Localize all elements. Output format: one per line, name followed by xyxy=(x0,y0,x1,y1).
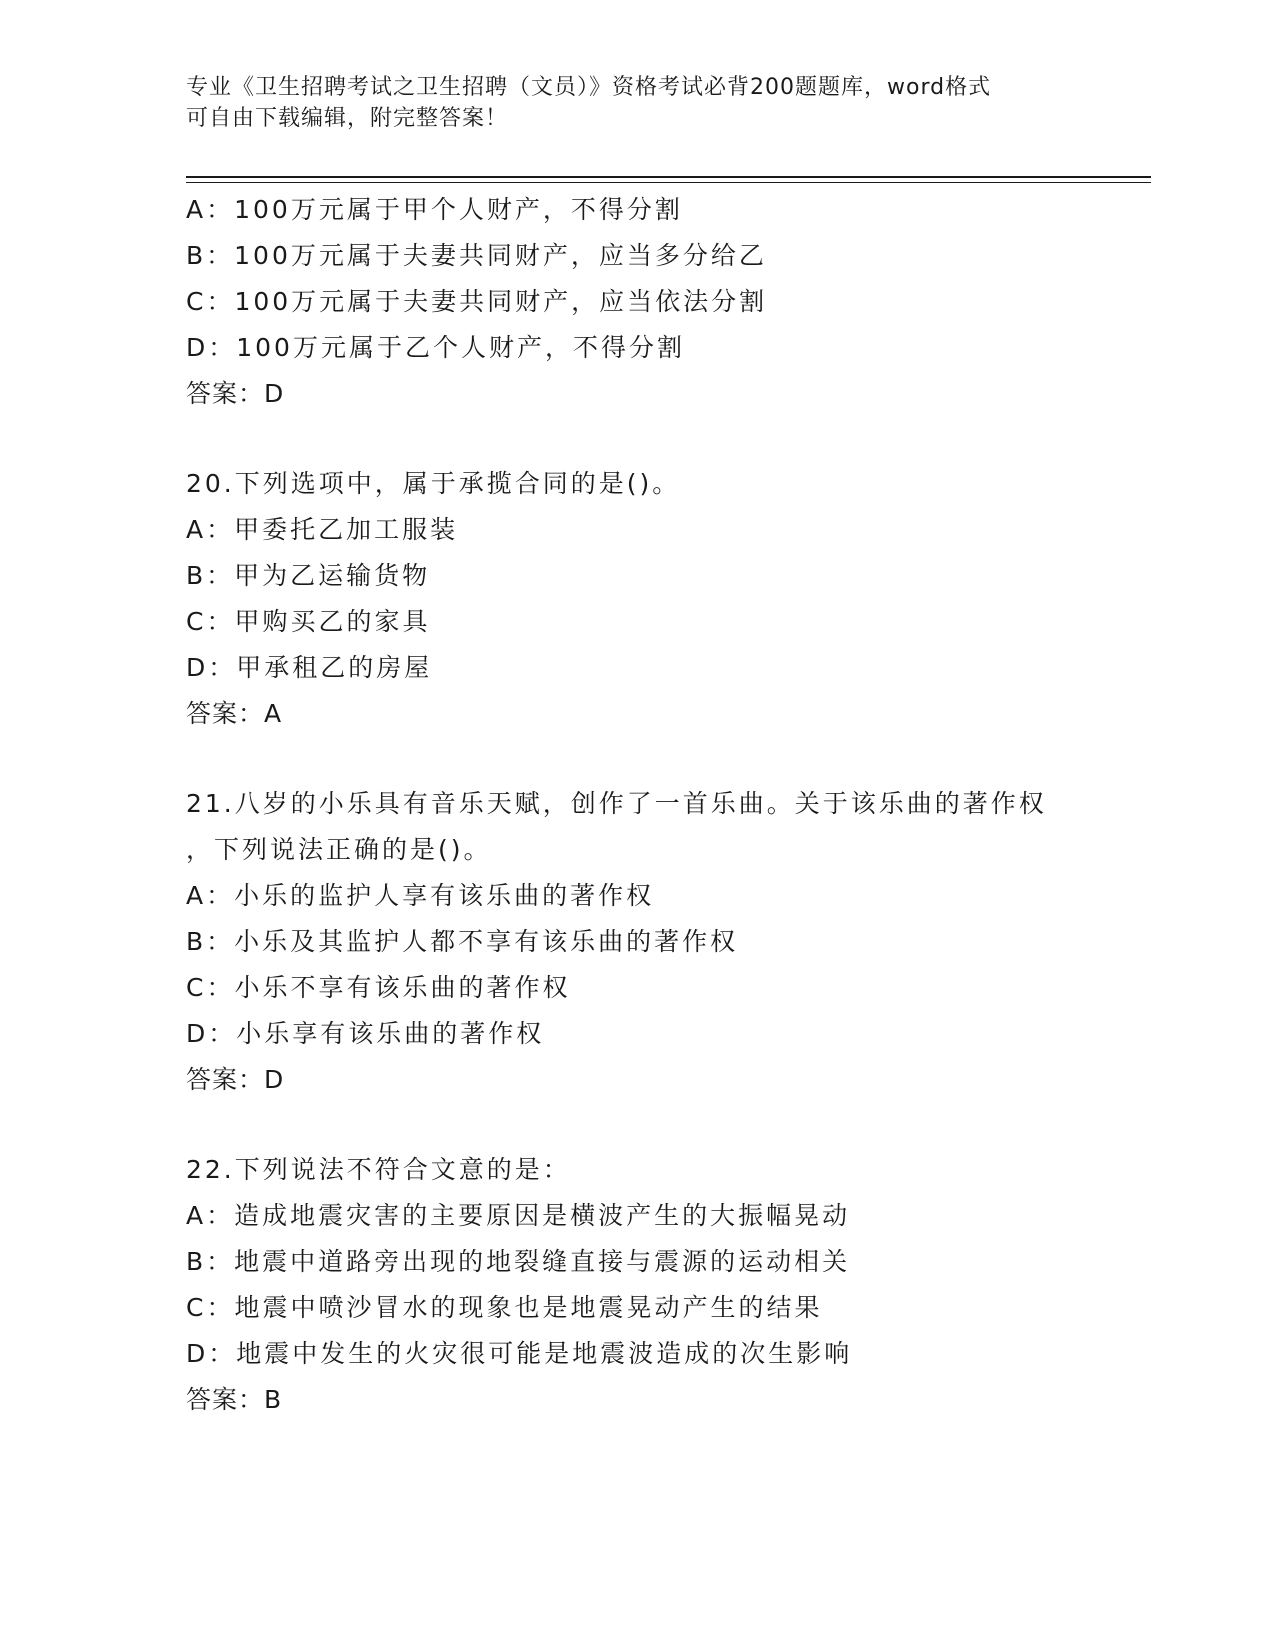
document-header xyxy=(186,72,1086,134)
option-a: A：造成地震灾害的主要原因是横波产生的大振幅晃动 xyxy=(186,1201,851,1230)
question-spacer xyxy=(186,417,1086,461)
option-b: B：甲为乙运输货物 xyxy=(186,561,431,590)
question-text-line-1: 21.八岁的小乐具有音乐天赋，创作了一首乐曲。关于该乐曲的著作权 xyxy=(186,789,1047,818)
answer-line: 答案：D xyxy=(186,1065,285,1094)
question-22 xyxy=(186,1147,1086,1423)
header-divider-thick xyxy=(186,176,1151,178)
option-d: D：小乐享有该乐曲的著作权 xyxy=(186,1019,545,1048)
option-b: B：100万元属于夫妻共同财产，应当多分给乙 xyxy=(186,241,767,270)
option-d: D：地震中发生的火灾很可能是地震波造成的次生影响 xyxy=(186,1339,853,1368)
question-20 xyxy=(186,461,1086,737)
option-c: C：甲购买乙的家具 xyxy=(186,607,431,636)
answer-line: 答案：D xyxy=(186,379,285,408)
option-b: B：地震中道路旁出现的地裂缝直接与震源的运动相关 xyxy=(186,1247,851,1276)
option-a: A：小乐的监护人享有该乐曲的著作权 xyxy=(186,881,655,910)
question-text-line-2: ，下列说法正确的是()。 xyxy=(186,835,492,864)
option-c: C：地震中喷沙冒水的现象也是地震晃动产生的结果 xyxy=(186,1293,823,1322)
question-19-tail xyxy=(186,187,1086,417)
header-divider-thin xyxy=(186,182,1151,183)
option-d: D：100万元属于乙个人财产，不得分割 xyxy=(186,333,685,362)
header-title-line-1: 专业《卫生招聘考试之卫生招聘（文员）》资格考试必背200题题库，word格式 xyxy=(186,75,992,100)
answer-line: 答案：B xyxy=(186,1385,283,1414)
option-b: B：小乐及其监护人都不享有该乐曲的著作权 xyxy=(186,927,739,956)
header-title-line-2: 可自由下载编辑，附完整答案！ xyxy=(186,106,509,131)
option-a: A：甲委托乙加工服装 xyxy=(186,515,459,544)
option-d: D：甲承租乙的房屋 xyxy=(186,653,433,682)
answer-line: 答案：A xyxy=(186,699,283,728)
question-list xyxy=(186,187,1086,1423)
option-a: A：100万元属于甲个人财产，不得分割 xyxy=(186,195,683,224)
question-spacer xyxy=(186,1103,1086,1147)
question-21 xyxy=(186,781,1086,1103)
option-c: C：小乐不享有该乐曲的著作权 xyxy=(186,973,571,1002)
option-c: C：100万元属于夫妻共同财产，应当依法分割 xyxy=(186,287,768,316)
question-spacer xyxy=(186,737,1086,781)
question-text: 20.下列选项中，属于承揽合同的是()。 xyxy=(186,469,681,498)
question-text: 22.下列说法不符合文意的是： xyxy=(186,1155,571,1184)
